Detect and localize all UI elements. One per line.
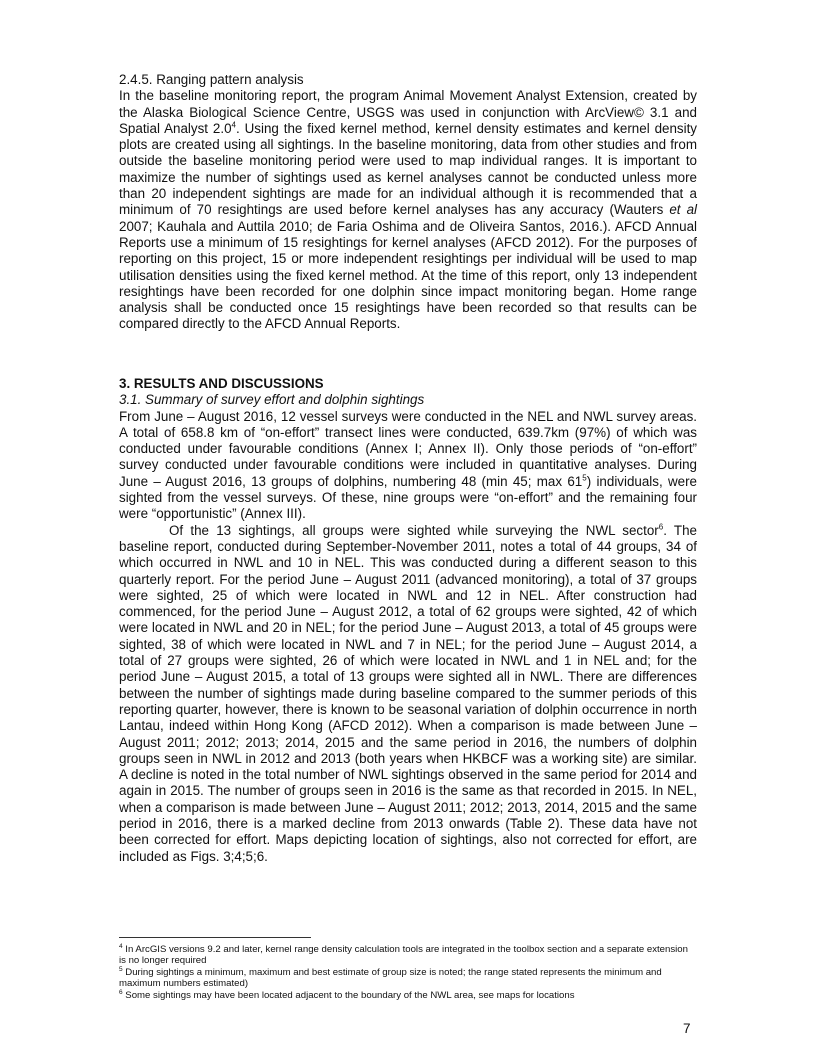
footnote-ref-4: 4 bbox=[231, 120, 236, 130]
footnote-text: During sightings a minimum, maximum and best estimate of group size is noted; the range stated represents the minimum and maximum numbers estimated) bbox=[119, 966, 662, 990]
footnotes bbox=[119, 944, 697, 1001]
text-run: In the baseline monitoring report, the program Animal Movement Analyst Extension, created by the Alaska Biological Science Centre, USGS was used in conjunction with ArcView© 3.1 and Spatial Analyst 2.0 bbox=[119, 88, 697, 136]
section-results bbox=[119, 376, 697, 865]
footnote-5 bbox=[119, 967, 697, 990]
footnote-ref-6: 6 bbox=[658, 522, 664, 532]
paragraph-sightings-comparison bbox=[119, 523, 697, 865]
footnote-ref-5: 5 bbox=[582, 473, 587, 483]
footnote-text: Some sightings may have been located adjacent to the boundary of the NWL area, see maps for locations bbox=[122, 989, 575, 1001]
footnote-text: In ArcGIS versions 9.2 and later, kernel range density calculation tools are integrated in the toolbox section and a separate extension is no longer required bbox=[119, 944, 688, 967]
text-run: From June – August 2016, 12 vessel surveys were conducted in the NEL and NWL survey areas. A total of 658.8 km of “on-effort” transect lines were conducted, 639.7km (97%) of which was conducted under favourable conditions (Annex I; Annex II). Only those periods of “on-effort” survey conducted under favourable conditions were included in quantitative analyses. During June – August 2016, 13 groups of dolphins, numbering 48 (min 45; max 61 bbox=[119, 408, 697, 489]
text-run: 2007; Kauhala and Auttila 2010; de Faria Oshima and de Oliveira Santos, 2016.). AFCD Annual Reports use a minimum of 15 resightings for kernel analyses (AFCD 2012). For the purposes of reporting on this project, 15 or more independent resightings per individual will be used to map utilisation densities using the fixed kernel method. At the time of this report, only 13 independent resightings have been recorded for one dolphin since impact monitoring began. Home range analysis shall be conducted once 15 resightings have been recorded so that results can be compared directly to the AFCD Annual Reports. bbox=[119, 218, 697, 332]
footnote-6 bbox=[119, 990, 697, 1001]
text-run: Of the 13 sightings, all groups were sighted while surveying the NWL sector bbox=[169, 522, 659, 538]
section-heading-results: 3. RESULTS AND DISCUSSIONS bbox=[119, 376, 324, 391]
subsection-heading-3-1: 3.1. Summary of survey effort and dolphin sightings bbox=[119, 392, 425, 408]
text-run: . Using the fixed kernel method, kernel density estimates and kernel density plots are created using all sightings. In the baseline monitoring, data from other studies and from outside the baseline monitoring period were used to map individual ranges. It is important to maximize the number of sightings used as kernel analyses cannot be conducted unless more than 20 independent sightings are made for an individual although it is recommended that a minimum of 70 resightings are used before kernel analyses has any accuracy (Wauters bbox=[119, 120, 698, 218]
paragraph-survey-effort bbox=[119, 409, 697, 523]
page-number: 7 bbox=[683, 1021, 691, 1036]
section-ranging-pattern bbox=[119, 72, 697, 333]
paragraph-ranging-analysis bbox=[119, 88, 697, 332]
section-heading-2-4-5: 2.4.5. Ranging pattern analysis bbox=[119, 72, 304, 87]
text-run: ) individuals, were sighted from the vessel surveys. Of these, nine groups were “on-effort” and the remaining four were “opportunistic” (Annex III). bbox=[119, 473, 697, 522]
footnote-number: 6 bbox=[119, 988, 123, 996]
footnote-4 bbox=[119, 944, 697, 967]
text-run: . The baseline report, conducted during September-November 2011, notes a total of 44 groups, 34 of which occurred in NWL and 10 in NEL. This was conducted during a different season to this quarterly report. For the period June – August 2011 (advanced monitoring), a total of 37 groups were sighted, 25 of which were located in NWL and 12 in NEL. After construction had commenced, for the period June – August 2012, a total of 62 groups were sighted, 42 of which were located in NWL and 20 in NEL; for the period June – August 2013, a total of 45 groups were sighted, 38 of which were located in NWL and 7 in NEL; for the period June – August 2014, a total of 27 groups were sighted, 26 of which were located in NWL and 1 in NEL and; for the period June – August 2015, a total of 13 groups were sighted all in NWL. There are differences between the number of sightings made during baseline compared to the summer periods of this reporting quarter, however, there is known to be seasonal variation of dolphin occurrence in north Lantau, indeed within Hong Kong (AFCD 2012). When a comparison is made between June – August 2011; 2012; 2013; 2014, 2015 and the same period in 2016, the numbers of dolphin groups seen in NWL in 2012 and 2013 (both years when HKBCF was a working site) are similar. A decline is noted in the total number of NWL sightings observed in the same period for 2014 and again in 2015. The number of groups seen in 2016 is the same as that recorded in 2015. In NEL, when a comparison is made between June – August 2011; 2012; 2013, 2014, 2015 and the same period in 2016, there is a marked decline from 2013 onwards (Table 2). These data have not been corrected for effort. Maps depicting location of sightings, also not corrected for effort, are included as Figs. 3;4;5;6. bbox=[119, 522, 697, 864]
footnote-number: 5 bbox=[119, 965, 123, 973]
footnote-number: 4 bbox=[119, 942, 123, 950]
footnote-separator bbox=[119, 937, 311, 938]
italic-et-al: et al bbox=[669, 202, 698, 218]
